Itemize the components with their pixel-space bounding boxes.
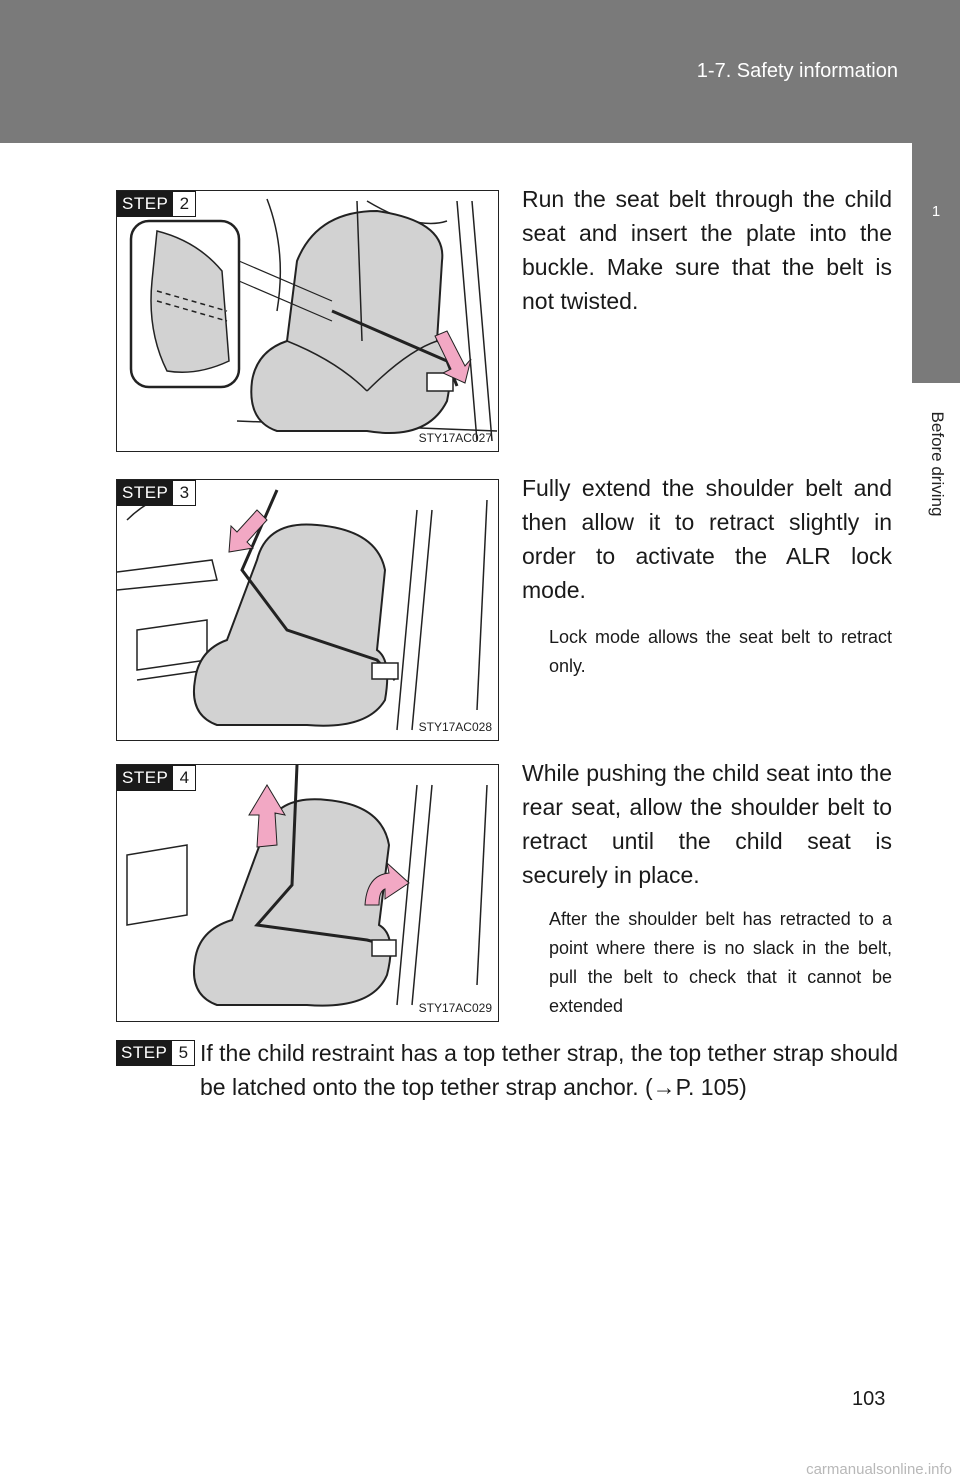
step-4-badge <box>117 765 196 791</box>
figure-step-4 <box>116 764 499 1022</box>
figure-code: STY17AC028 <box>418 720 492 734</box>
watermark: carmanualsonline.info <box>806 1461 952 1478</box>
figure-step-2 <box>116 190 499 452</box>
step-2-text: Run the seat belt through the child seat and insert the plate into the buckle. Make sure that the belt is not twisted. <box>522 186 892 314</box>
step-label: STEP <box>117 765 173 791</box>
child-seat-belt-illustration <box>117 191 499 452</box>
step-label: STEP <box>116 1040 172 1066</box>
step-3-text: Fully extend the shoulder belt and then allow it to retract slightly in order to activate the ALR lock mode. <box>522 475 892 603</box>
step-number: 2 <box>173 191 196 217</box>
step-number: 4 <box>173 765 196 791</box>
step-4-note: After the shoulder belt has retracted to a point where there is no slack in the belt, pull the belt to check that it cannot be extended <box>549 909 892 1016</box>
step-label: STEP <box>117 480 173 506</box>
child-seat-shoulder-belt-illustration <box>117 480 499 741</box>
step-5-badge <box>116 1040 195 1066</box>
step-3-note: Lock mode allows the seat belt to retract only. <box>549 627 892 676</box>
chapter-number: 1 <box>931 203 941 220</box>
step-number: 3 <box>173 480 196 506</box>
step-5-text: If the child restraint has a top tether strap, the top tether strap should be latched onto the top tether strap anchor. (→P. 105) <box>200 1040 899 1100</box>
figure-code: STY17AC027 <box>418 431 492 445</box>
figure-step-3 <box>116 479 499 741</box>
step-2-badge <box>117 191 196 217</box>
figure-code: STY17AC029 <box>418 1001 492 1015</box>
child-seat-push-illustration <box>117 765 499 1022</box>
page-number: 103 <box>852 1388 886 1410</box>
down-left-arrow-icon <box>229 510 267 552</box>
step-label: STEP <box>117 191 173 217</box>
step-number: 5 <box>172 1040 195 1066</box>
step-4-text: While pushing the child seat into the rear seat, allow the shoulder belt to retract until the child seat is securely in place. <box>522 760 892 888</box>
section-title: 1-7. Safety information <box>696 60 898 82</box>
chapter-tab <box>912 143 960 383</box>
hand-icon <box>117 560 217 590</box>
step-3-badge <box>117 480 196 506</box>
chapter-label-container <box>923 394 951 534</box>
chapter-label: Before driving <box>928 411 947 517</box>
